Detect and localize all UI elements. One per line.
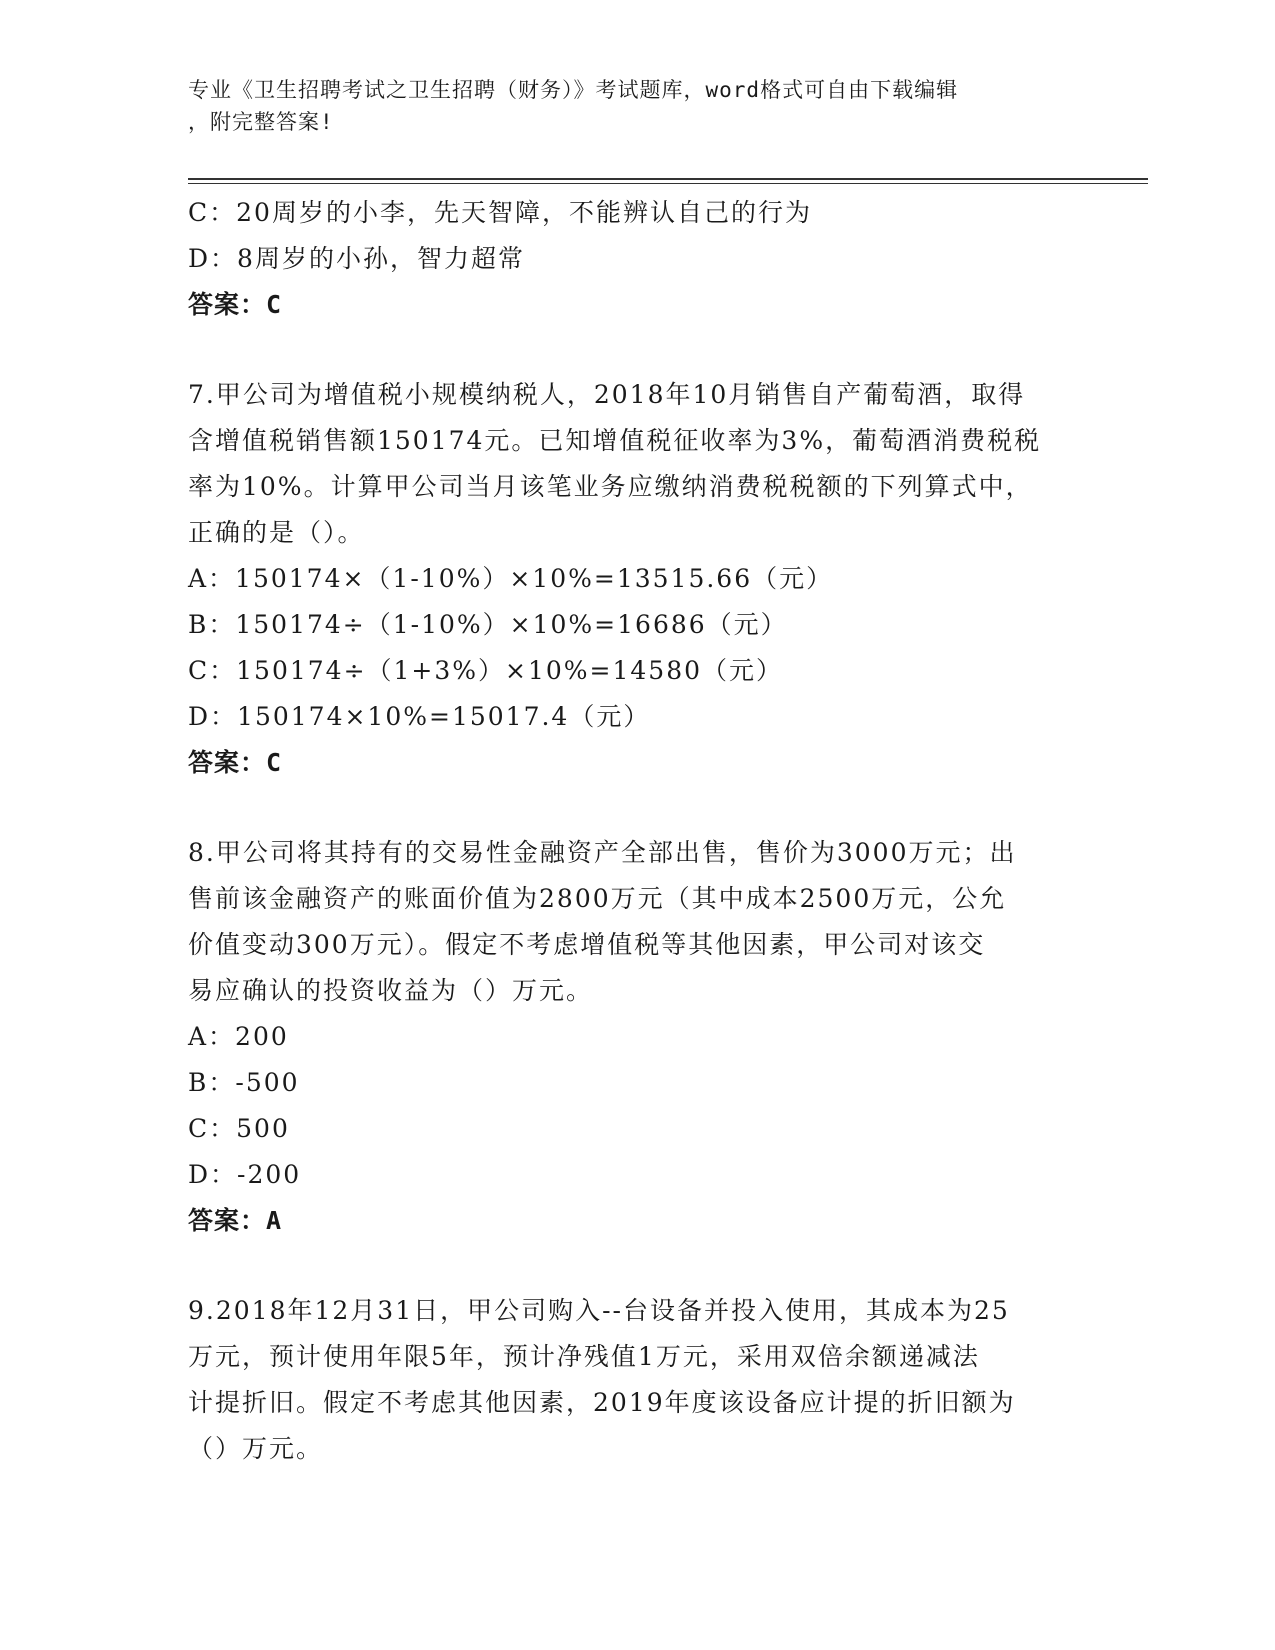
document-header xyxy=(188,74,1068,138)
option-c: C：150174÷（1+3%）×10%=14580（元） xyxy=(188,656,784,685)
question-8 xyxy=(188,830,1088,1244)
spacer xyxy=(188,1244,1088,1288)
question-7 xyxy=(188,372,1088,786)
header-title-line-1: 专业《卫生招聘考试之卫生招聘（财务）》考试题库，word格式可自由下载编辑 xyxy=(188,78,959,102)
option-d: D：-200 xyxy=(188,1160,302,1189)
question-stem-line: 计提折旧。假定不考虑其他因素，2019年度该设备应计提的折旧额为 xyxy=(188,1388,1016,1417)
question-6 xyxy=(188,190,1088,328)
header-divider-thick xyxy=(188,178,1148,180)
option-c: C：20周岁的小李，先天智障，不能辨认自己的行为 xyxy=(188,198,812,227)
question-stem-line: 售前该金融资产的账面价值为2800万元（其中成本2500万元，公允 xyxy=(188,884,1007,913)
option-c: C：500 xyxy=(188,1114,290,1143)
option-d: D：150174×10%=15017.4（元） xyxy=(188,702,651,731)
answer-label: 答案：A xyxy=(188,1206,283,1235)
question-stem-line: 7.甲公司为增值税小规模纳税人，2018年10月销售自产葡萄酒，取得 xyxy=(188,380,1026,409)
header-divider-thin xyxy=(188,183,1148,184)
question-stem-line: 价值变动300万元）。假定不考虑增值税等其他因素，甲公司对该交 xyxy=(188,930,986,959)
option-d: D：8周岁的小孙，智力超常 xyxy=(188,244,525,273)
question-list xyxy=(188,190,1088,1472)
question-stem-line: 万元，预计使用年限5年，预计净残值1万元，采用双倍余额递减法 xyxy=(188,1342,980,1371)
header-title-line-2: ，附完整答案! xyxy=(188,110,334,134)
option-b: B：-500 xyxy=(188,1068,300,1097)
option-b: B：150174÷（1-10%）×10%=16686（元） xyxy=(188,610,788,639)
question-stem-line: 易应确认的投资收益为（）万元。 xyxy=(188,976,594,1005)
question-stem-line: 率为10%。计算甲公司当月该笔业务应缴纳消费税税额的下列算式中， xyxy=(188,472,1033,501)
question-stem-line: 正确的是（）。 xyxy=(188,518,365,547)
option-a: A：200 xyxy=(188,1022,289,1051)
answer-label: 答案：C xyxy=(188,748,283,777)
option-a: A：150174×（1-10%）×10%=13515.66（元） xyxy=(188,564,834,593)
question-9 xyxy=(188,1288,1088,1472)
spacer xyxy=(188,328,1088,372)
spacer xyxy=(188,786,1088,830)
question-stem-line: 9.2018年12月31日，甲公司购入--台设备并投入使用，其成本为25 xyxy=(188,1296,1010,1325)
question-stem-line: 含增值税销售额150174元。已知增值税征收率为3%，葡萄酒消费税税 xyxy=(188,426,1042,455)
question-stem-line: 8.甲公司将其持有的交易性金融资产全部出售，售价为3000万元；出 xyxy=(188,838,1017,867)
question-stem-line: （）万元。 xyxy=(188,1434,324,1463)
answer-label: 答案：C xyxy=(188,290,283,319)
